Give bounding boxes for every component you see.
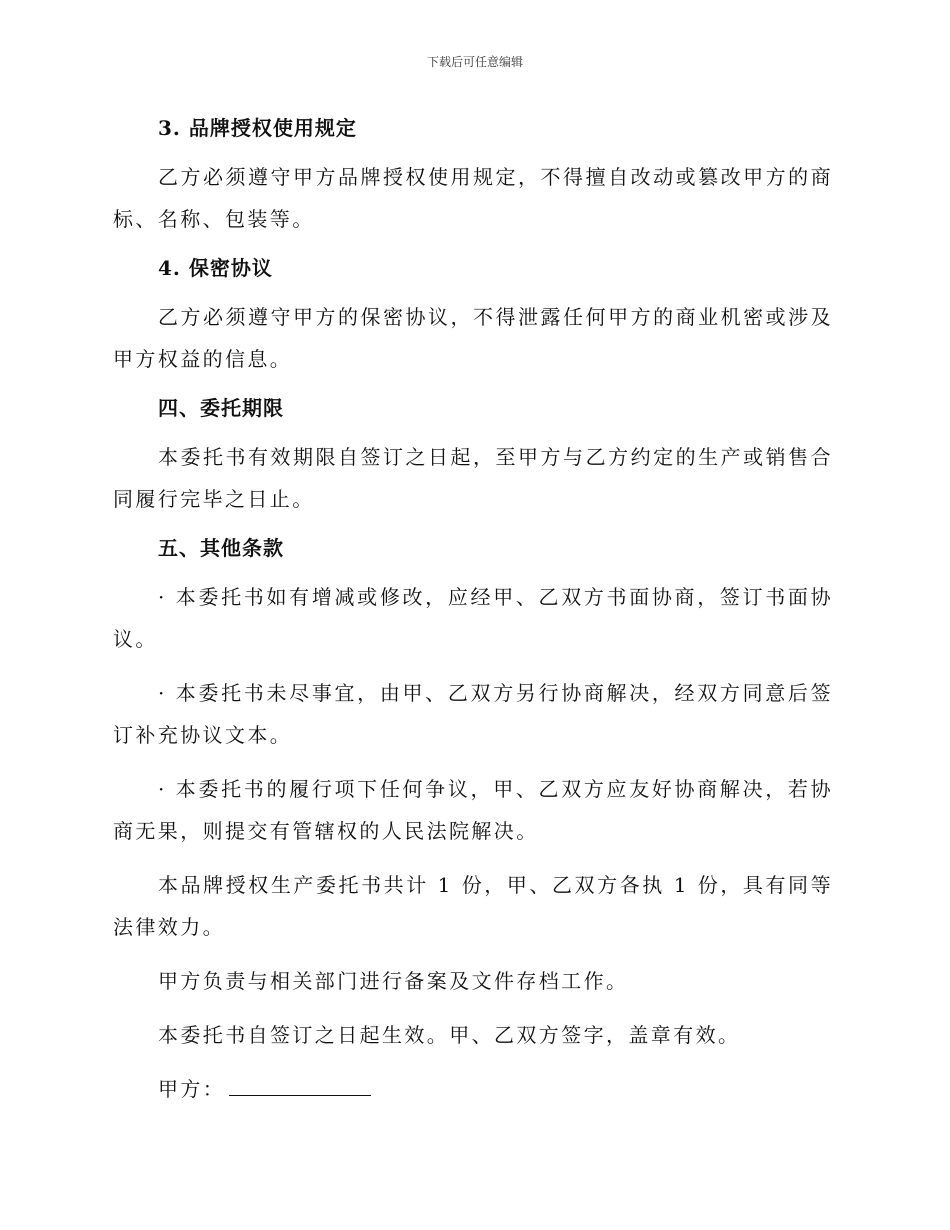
section-heading-confidentiality: 4. 保密协议 [158, 256, 273, 280]
signature-label: 甲方： [158, 1077, 226, 1101]
section-heading-term: 四、委托期限 [158, 396, 284, 420]
paragraph-filing: 甲方负责与相关部门进行备案及文件存档工作。 [158, 969, 629, 993]
paragraph-brand-usage: 乙方必须遵守甲方品牌授权使用规定，不得擅自改动或篡改甲方的商标、名称、包装等。 [113, 165, 833, 231]
section-heading-other-terms: 五、其他条款 [158, 536, 284, 560]
paragraph-unresolved-matters: · 本委托书未尽事宜，由甲、乙双方另行协商解决，经双方同意后签订补充协议文本。 [113, 681, 833, 747]
document-body [113, 110, 833, 1110]
paragraph-confidentiality: 乙方必须遵守甲方的保密协议，不得泄露任何甲方的商业机密或涉及甲方权益的信息。 [113, 305, 833, 371]
paragraph-term: 本委托书有效期限自签订之日起，至甲方与乙方约定的生产或销售合同履行完毕之日止。 [113, 445, 833, 511]
page-header: 下载后可任意编辑 [426, 55, 523, 69]
section-heading-brand-usage: 3. 品牌授权使用规定 [158, 116, 357, 140]
paragraph-amendment: · 本委托书如有增减或修改，应经甲、乙双方书面协商，签订书面协议。 [113, 585, 833, 651]
paragraph-copies: 本品牌授权生产委托书共计 1 份，甲、乙双方各执 1 份，具有同等法律效力。 [113, 873, 833, 939]
paragraph-effective: 本委托书自签订之日起生效。甲、乙双方签字，盖章有效。 [158, 1023, 741, 1047]
signature-line [229, 1073, 371, 1096]
paragraph-dispute: · 本委托书的履行项下任何争议，甲、乙双方应友好协商解决，若协商无果，则提交有管辖权的人民法院解决。 [113, 777, 833, 843]
signature-party-a [113, 1068, 833, 1110]
